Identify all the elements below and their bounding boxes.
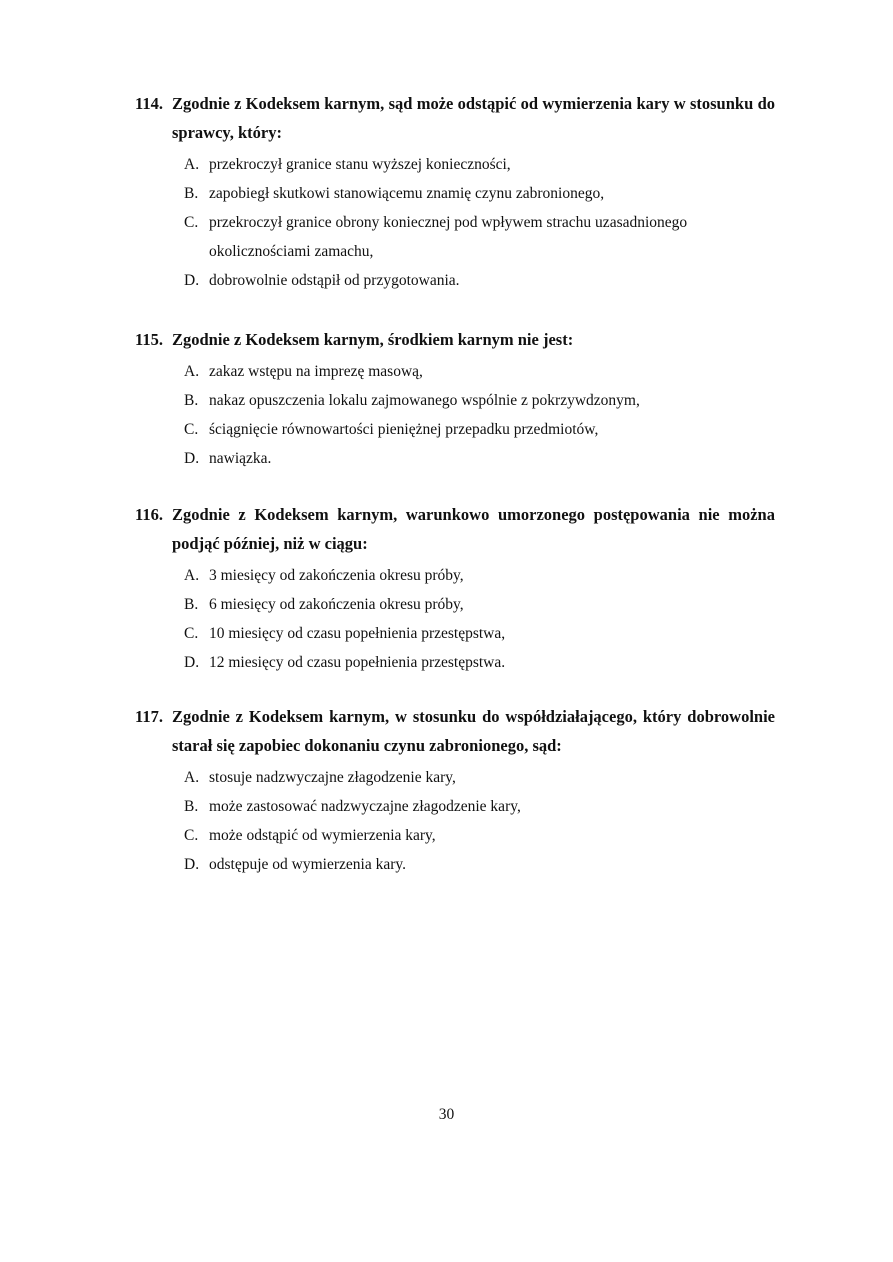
option-letter: D.: [184, 856, 200, 873]
answer-option-a: [184, 763, 775, 792]
question-text: Zgodnie z Kodeksem karnym, sąd może odstąpić od wymierzenia kary w stosunku do sprawcy, który:: [172, 94, 775, 142]
answer-options: [135, 357, 775, 473]
option-letter: A.: [184, 567, 200, 584]
option-letter: A.: [184, 156, 200, 173]
option-text: dobrowolnie odstąpił od przygotowania.: [209, 272, 460, 289]
question-number: 114.: [135, 94, 163, 113]
page-number: 30: [438, 1106, 455, 1123]
option-text: stosuje nadzwyczajne złagodzenie kary,: [209, 769, 456, 786]
option-text: przekroczył granice obrony koniecznej pod wpływem strachu uzasadnionego okolicznościami zamachu,: [209, 214, 688, 260]
answer-option-d: [184, 266, 775, 295]
option-text: nakaz opuszczenia lokalu zajmowanego wspólnie z pokrzywdzonym,: [209, 392, 640, 409]
option-text: 12 miesięcy od czasu popełnienia przestępstwa.: [209, 654, 506, 671]
option-letter: A.: [184, 363, 200, 380]
option-text: 10 miesięcy od czasu popełnienia przestępstwa,: [209, 625, 506, 642]
answer-option-c: [184, 415, 775, 444]
question-text: Zgodnie z Kodeksem karnym, warunkowo umorzonego postępowania nie można podjąć później, niż w ciągu:: [172, 505, 775, 553]
option-letter: D.: [184, 654, 200, 671]
question-117: [135, 702, 775, 879]
option-letter: C.: [184, 214, 199, 231]
option-letter: B.: [184, 185, 199, 202]
answer-option-b: [184, 792, 775, 821]
option-text: 6 miesięcy od zakończenia okresu próby,: [209, 596, 464, 613]
answer-option-b: [184, 590, 775, 619]
answer-option-d: [184, 444, 775, 473]
option-text: zakaz wstępu na imprezę masową,: [209, 363, 423, 380]
question-stem: [135, 325, 775, 354]
option-letter: D.: [184, 450, 200, 467]
option-text: ściągnięcie równowartości pieniężnej przepadku przedmiotów,: [209, 421, 599, 438]
question-number: 115.: [135, 330, 163, 349]
answer-option-b: [184, 386, 775, 415]
answer-option-c: [184, 619, 775, 648]
question-stem: [135, 89, 775, 147]
answer-option-a: [184, 150, 775, 179]
option-letter: A.: [184, 769, 200, 786]
question-114: [135, 89, 775, 295]
answer-option-c: [184, 821, 775, 850]
answer-option-c: [184, 208, 775, 266]
option-letter: B.: [184, 596, 199, 613]
option-letter: C.: [184, 625, 199, 642]
option-text: odstępuje od wymierzenia kary.: [209, 856, 406, 873]
question-text: Zgodnie z Kodeksem karnym, środkiem karnym nie jest:: [172, 330, 574, 349]
option-letter: C.: [184, 827, 199, 844]
question-stem: [135, 702, 775, 760]
answer-option-d: [184, 850, 775, 879]
question-text: Zgodnie z Kodeksem karnym, w stosunku do współdziałającego, który dobrowolnie starał się zapobiec dokonaniu czynu zabronionego, sąd:: [172, 707, 775, 755]
option-text: zapobiegł skutkowi stanowiącemu znamię czynu zabronionego,: [209, 185, 605, 202]
answer-option-a: [184, 357, 775, 386]
option-text: przekroczył granice stanu wyższej konieczności,: [209, 156, 511, 173]
question-116: [135, 500, 775, 677]
option-letter: D.: [184, 272, 200, 289]
option-text: nawiązka.: [209, 450, 272, 467]
option-text: 3 miesięcy od zakończenia okresu próby,: [209, 567, 464, 584]
answer-option-d: [184, 648, 775, 677]
answer-options: [135, 763, 775, 879]
answer-option-b: [184, 179, 775, 208]
option-text: może odstąpić od wymierzenia kary,: [209, 827, 436, 844]
question-stem: [135, 500, 775, 558]
answer-options: [135, 150, 775, 295]
question-number: 117.: [135, 707, 163, 726]
option-text: może zastosować nadzwyczajne złagodzenie kary,: [209, 798, 521, 815]
answer-options: [135, 561, 775, 677]
answer-option-a: [184, 561, 775, 590]
question-number: 116.: [135, 505, 163, 524]
option-letter: B.: [184, 392, 199, 409]
option-letter: B.: [184, 798, 199, 815]
question-115: [135, 325, 775, 473]
option-letter: C.: [184, 421, 199, 438]
